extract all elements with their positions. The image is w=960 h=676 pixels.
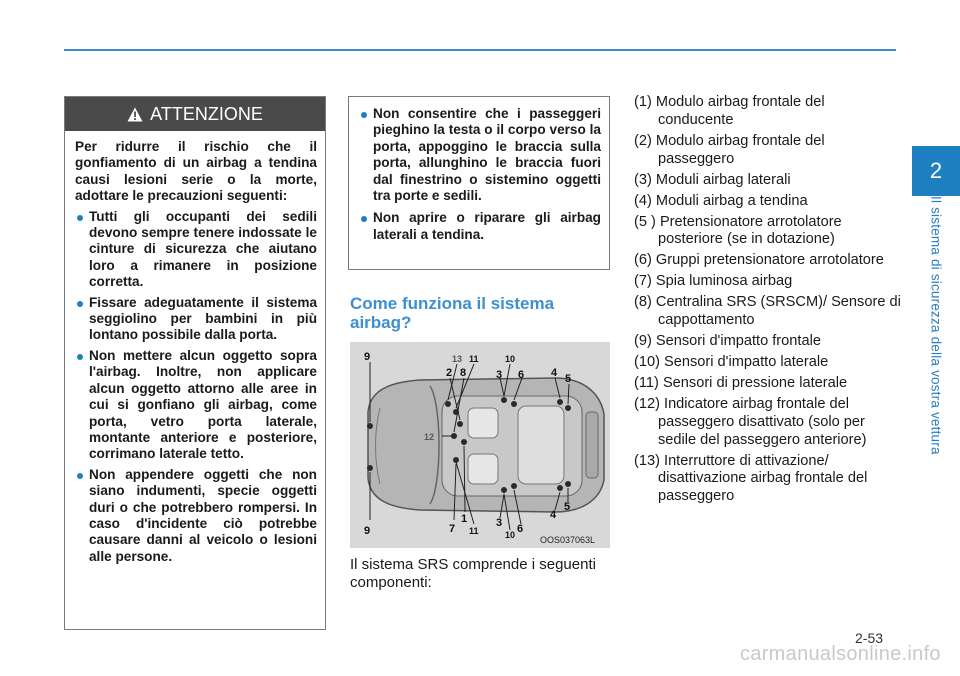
label-11-bottom: 11 — [469, 526, 479, 536]
warning-box-continued — [348, 96, 610, 270]
airbag-system-diagram — [350, 342, 610, 548]
component-item: (2) Modulo airbag frontale del passeggero — [634, 132, 825, 167]
chapter-number: 2 — [929, 158, 943, 183]
warning-item: Non aprire o riparare gli airbag laterali a tendina. — [359, 210, 601, 243]
component-item: (1) Modulo airbag frontale del conducente — [634, 94, 825, 128]
label-11-top: 11 — [469, 354, 479, 364]
warning-box — [64, 96, 326, 630]
component-item: (4) Moduli airbag a tendina — [634, 192, 808, 209]
label-6-top: 6 — [518, 369, 525, 381]
component-item: (7) Spia luminosa airbag — [634, 273, 793, 290]
warning-triangle-icon — [127, 107, 143, 122]
component-item: (13) Interruttore di attivazione/ disattivazione airbag frontale del passeggero — [634, 452, 868, 505]
label-4-top: 4 — [551, 367, 558, 379]
label-6-bottom: 6 — [517, 523, 524, 535]
top-rule — [64, 49, 896, 51]
component-item: (6) Gruppi pretensionatore arrotolatore — [634, 252, 884, 269]
label-12: 12 — [424, 432, 435, 442]
warning-item: Fissare adeguatamente il sistema seggiolino per bambini in più lontano possibile dalla porta. — [75, 295, 317, 344]
warning-item: Non consentire che i passeggeri pieghino la testa o il corpo verso la porta, appoggino le braccia sulla porta, allunghino le braccia fuori dal finestrino o sistemino oggetti tra porte e sedili. — [359, 106, 601, 204]
label-9-top: 9 — [364, 351, 371, 363]
label-5-top: 5 — [565, 373, 572, 385]
figure-code: OOS037063L — [540, 535, 596, 545]
component-item: (11) Sensori di pressione laterale — [634, 375, 848, 392]
page-number: 2-53 — [855, 630, 884, 646]
warning-item: Non mettere alcun oggetto sopra l'airbag. Inoltre, non applicare alcun oggetto attorno alle aree in cui si gonfiano gli airbag, come porta, vetro porta laterale, montante anteriore e posteriore, corrimano laterale tetto. — [75, 348, 317, 463]
component-item: (3) Moduli airbag laterali — [634, 171, 791, 188]
section-title: Come funziona il sistema airbag? — [350, 294, 555, 332]
chapter-tab[interactable] — [912, 146, 960, 196]
component-item: (8) Centralina SRS (SRSCM)/ Sensore di cappottamento — [634, 294, 901, 329]
label-10-top: 10 — [505, 354, 516, 364]
component-item: (10) Sensori d'impatto laterale — [634, 354, 829, 371]
chapter-title: Il sistema di sicurezza della vostra vettura — [928, 196, 944, 455]
label-3-bottom: 3 — [496, 517, 503, 529]
intro-paragraph: Il sistema SRS comprende i seguenti componenti: — [350, 556, 596, 591]
label-1: 1 — [461, 513, 468, 525]
warning-intro: Per ridurre il rischio che il gonfiamento di un airbag a tendina causi lesioni serie o la morte, adottare le precauzioni seguenti: — [75, 139, 317, 204]
watermark: carmanualsonline.info — [740, 643, 941, 665]
label-9-bottom: 9 — [364, 525, 371, 537]
components-list — [634, 94, 904, 509]
label-7: 7 — [449, 523, 456, 535]
label-13: 13 — [452, 354, 463, 364]
label-2: 2 — [446, 367, 453, 379]
label-3-top: 3 — [496, 369, 503, 381]
warning-header — [65, 97, 325, 131]
warning-item: Non appendere oggetti che non siano indumenti, specie oggetti duri o che potrebbero rompersi. In caso d'incidente ciò potrebbe causare danni al veicolo o lesioni alle persone. — [75, 467, 317, 565]
warning-title: ATTENZIONE — [150, 103, 263, 124]
component-item: (12) Indicatore airbag frontale del passeggero disattivato (solo per sedile del passeggero anteriore) — [634, 396, 867, 448]
component-item: (9) Sensori d'impatto frontale — [634, 333, 821, 350]
warning-list-continued — [359, 106, 601, 243]
label-10-bottom: 10 — [505, 530, 516, 540]
label-8: 8 — [460, 367, 467, 379]
label-4-bottom: 4 — [550, 509, 557, 521]
warning-list — [75, 209, 317, 566]
label-5-bottom: 5 — [564, 501, 571, 513]
component-item: (5 ) Pretensionatore arrotolatore posteriore (se in dotazione) — [634, 213, 842, 248]
warning-item: Tutti gli occupanti dei sedili devono sempre tenere indossate le cinture di sicurezza che aiutano loro a rimanere in posizione corretta. — [75, 209, 317, 291]
